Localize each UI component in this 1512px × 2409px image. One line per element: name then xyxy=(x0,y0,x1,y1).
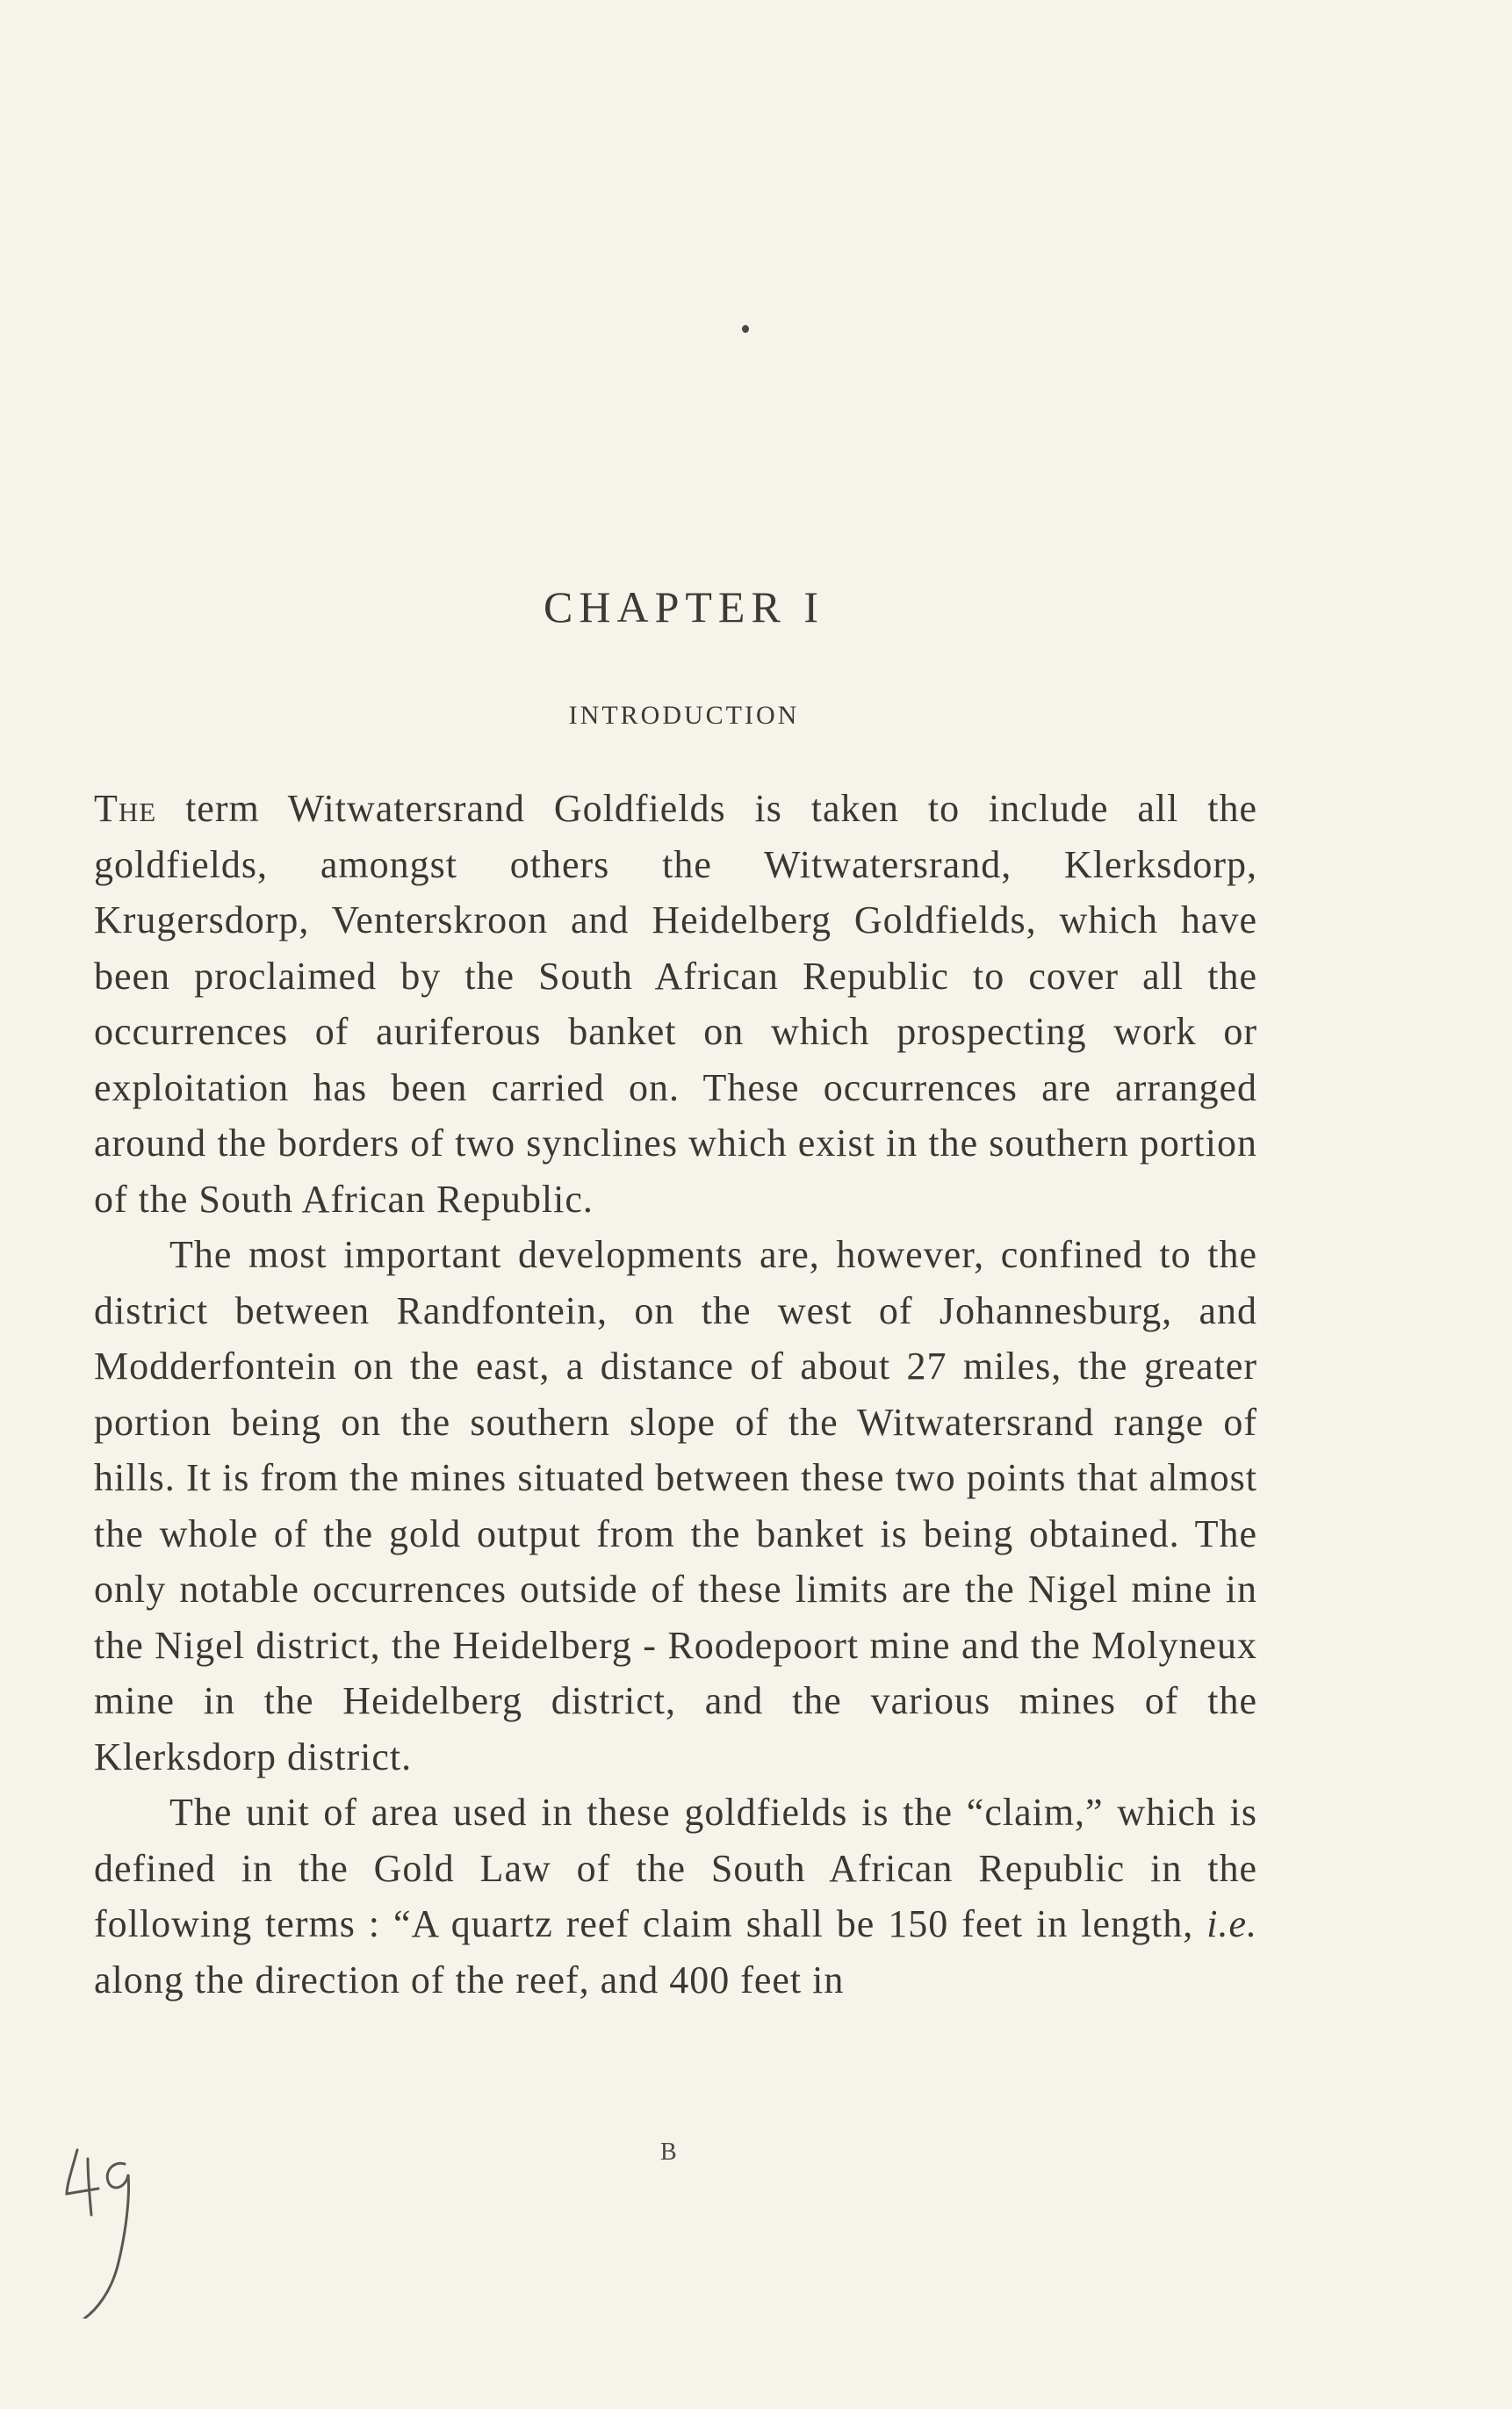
ink-speck xyxy=(742,325,749,333)
chapter-heading: CHAPTER I xyxy=(544,582,824,631)
paragraph-1 xyxy=(94,781,1257,1227)
handwritten-note-49 xyxy=(61,2143,140,2319)
paragraph-3-text-before: The unit of area used in these goldfields is the “claim,” which is defined in the Gold Law of the South African Republic in the following terms : “A quartz reef claim shall be 150 feet in length, xyxy=(94,1791,1257,1945)
paragraph-3-text-after: along the direction of the reef, and 400 feet in xyxy=(94,1958,845,2001)
paragraph-lead-word: The xyxy=(94,787,157,830)
paragraph-2: The most important developments are, however, confined to the district between Randfontein, on the west of Johannesburg, and Modderfontein on the east, a distance of about 27 miles, the greater portion being on the southern slope of the Witwatersrand range of hills. It is from the mines situated between these two points that almost the whole of the gold output from the banket is being obtained. The only notable occurrences outside of these limits are the Nigel mine in the Nigel district, the Heidelberg - Roodepoort mine and the Molyneux mine in the Heidelberg district, and the various mines of the Klerksdorp district. xyxy=(94,1233,1257,1778)
chapter-title: INTRODUCTION xyxy=(568,701,800,730)
paragraph-1-text: term Witwatersrand Goldfields is taken to include all the goldfields, amongst others the Witwatersrand, Klerksdorp, Krugersdorp, Venterskroon and Heidelberg Goldfields, which have been proclaimed by the South African Republic to cover all the occurrences of auriferous banket on which prospecting work or exploitation has been carried on. These occurrences are arranged around the borders of two synclines which exist in the southern portion of the South African Republic. xyxy=(94,787,1257,1221)
paragraph-3 xyxy=(94,1785,1257,2008)
paragraph-3-italic: i.e. xyxy=(1206,1902,1257,1945)
signature-mark: B xyxy=(660,2139,677,2166)
body-text xyxy=(94,781,1257,2008)
